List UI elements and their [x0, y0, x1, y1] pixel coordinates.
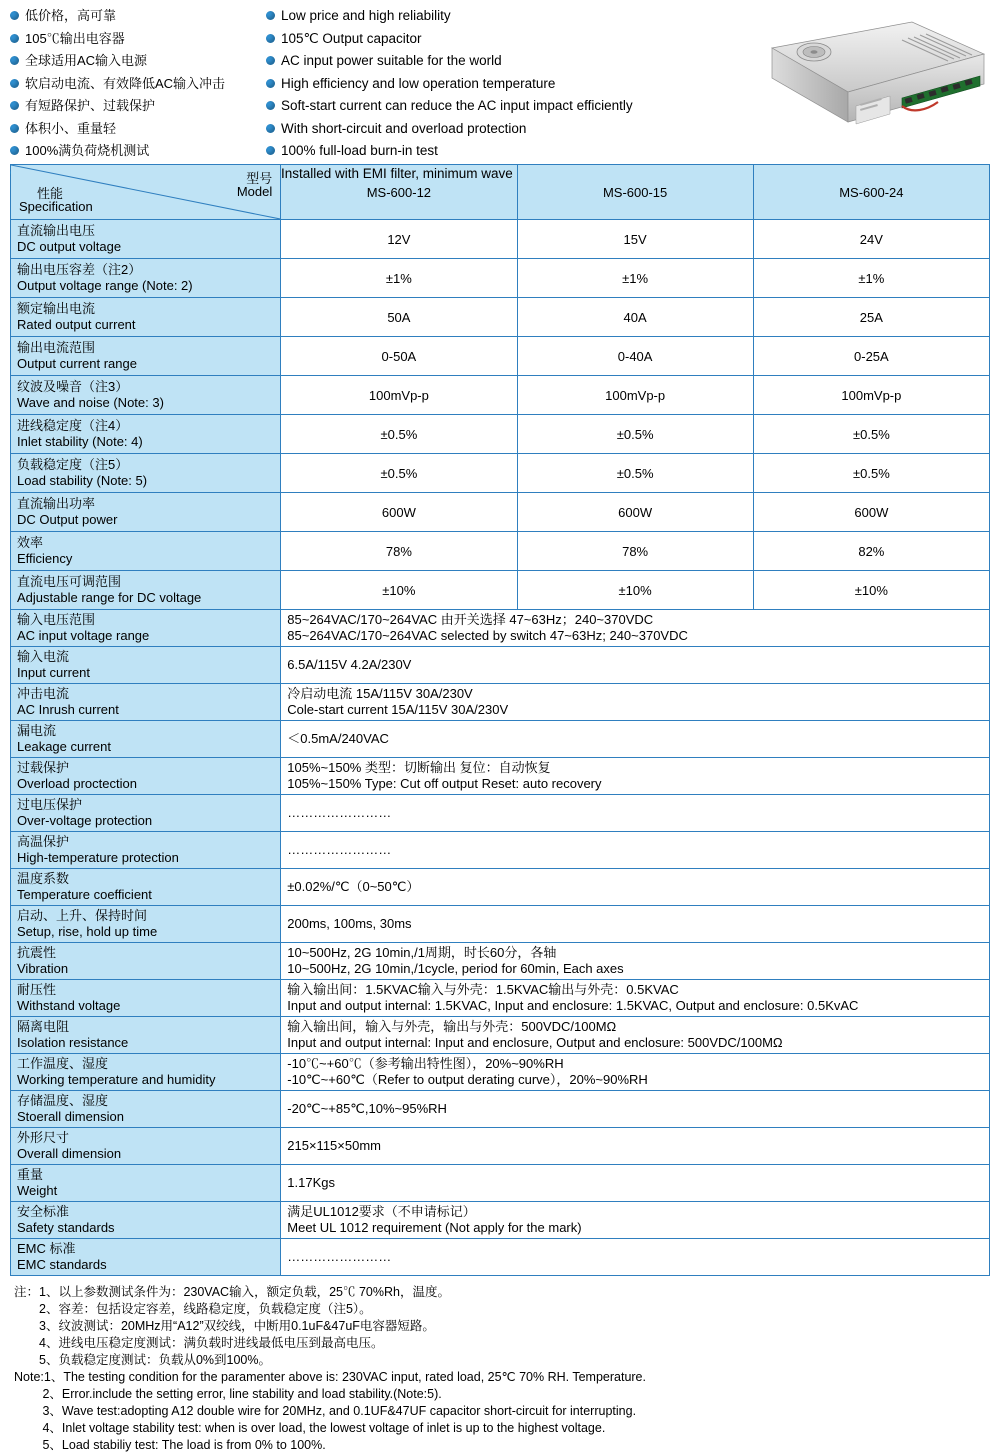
- row-value-line1: ……………………: [287, 805, 392, 820]
- row-label: [11, 571, 281, 610]
- row-label: [11, 337, 281, 376]
- row-value: 100mVp-p: [517, 376, 753, 415]
- row-label-cn: 进线稳定度（注4）: [17, 418, 129, 433]
- table-row: [11, 869, 990, 906]
- row-label: [11, 610, 281, 647]
- row-label-en: Input current: [17, 665, 90, 680]
- row-value: 600W: [517, 493, 753, 532]
- row-value: ±10%: [753, 571, 989, 610]
- row-value-line2: 10~500Hz, 2G 10min,/1cycle, period for 60min, Each axes: [287, 961, 624, 976]
- row-value: ±1%: [517, 259, 753, 298]
- row-label-cn: 温度系数: [17, 871, 70, 886]
- note-line: 5、Load stabiliy test: The load is from 0% to 100%.: [14, 1438, 326, 1452]
- row-label-en: Stoerall dimension: [17, 1109, 124, 1124]
- feature-text: High efficiency and low operation temperature: [281, 75, 556, 91]
- row-value-wide: [281, 758, 990, 795]
- feature-column-en: [266, 6, 706, 181]
- row-label-cn: 工作温度、湿度: [17, 1056, 109, 1071]
- corner-model-en: Model: [236, 184, 273, 199]
- row-label-en: Efficiency: [17, 551, 73, 566]
- row-label-en: Temperature coefficient: [17, 887, 152, 902]
- row-value-wide: [281, 1054, 990, 1091]
- feature-item: [10, 74, 266, 97]
- row-label: [11, 1054, 281, 1091]
- bullet-icon: [266, 146, 275, 155]
- row-value-line2: -10℃~+60℃（Refer to output derating curve），20%~90%RH: [287, 1072, 648, 1087]
- row-value: ±1%: [753, 259, 989, 298]
- row-value: 0-50A: [281, 337, 517, 376]
- row-label-en: Adjustable range for DC voltage: [17, 590, 202, 605]
- table-row: [11, 758, 990, 795]
- row-label-cn: 安全标准: [17, 1204, 70, 1219]
- row-value-line2: Input and output internal: Input and enclosure, Output and enclosure: 500VDC/100MΩ: [287, 1035, 783, 1050]
- row-label-cn: 冲击电流: [17, 686, 70, 701]
- row-value: 40A: [517, 298, 753, 337]
- feature-column-cn: [10, 6, 266, 156]
- feature-text: 105℃ Output capacitor: [281, 30, 422, 46]
- row-label: [11, 721, 281, 758]
- row-label-en: EMC standards: [17, 1257, 107, 1272]
- row-value: ±10%: [281, 571, 517, 610]
- bullet-icon: [266, 11, 275, 20]
- row-label-en: Isolation resistance: [17, 1035, 129, 1050]
- row-label-en: DC Output power: [17, 512, 118, 527]
- row-value-line1: 6.5A/115V 4.2A/230V: [287, 657, 412, 672]
- table-corner-cell: [11, 165, 281, 220]
- row-value-line1: 200ms, 100ms, 30ms: [287, 916, 412, 931]
- row-value: 600W: [753, 493, 989, 532]
- bullet-icon: [10, 124, 19, 133]
- row-label: [11, 493, 281, 532]
- row-value-wide: [281, 943, 990, 980]
- row-value-wide: [281, 1091, 990, 1128]
- feature-text: Low price and high reliability: [281, 8, 451, 23]
- bullet-icon: [266, 101, 275, 110]
- row-label-cn: 耐压性: [17, 982, 57, 997]
- row-label: [11, 1202, 281, 1239]
- row-value-wide: [281, 906, 990, 943]
- bullet-icon: [10, 101, 19, 110]
- note-line: 3、纹波测试：20MHz用“A12”双绞线，中断用0.1uF&47uF电容器短路。: [14, 1319, 435, 1333]
- row-label-cn: 直流电压可调范围: [17, 574, 122, 589]
- row-value: 12V: [281, 220, 517, 259]
- feature-item: [266, 74, 706, 97]
- corner-spec-cn: 性能: [37, 186, 64, 201]
- row-value: ±0.5%: [281, 454, 517, 493]
- table-row: [11, 1165, 990, 1202]
- row-value-line2: 85~264VAC/170~264VAC selected by switch 47~63Hz; 240~370VDC: [287, 628, 688, 643]
- feature-text: 低价格，高可靠: [25, 8, 117, 23]
- row-label-cn: 漏电流: [17, 723, 57, 738]
- row-value-line1: -10℃~+60℃（参考输出特性图），20%~90%RH: [287, 1056, 564, 1071]
- table-row: [11, 220, 990, 259]
- feature-item: [10, 29, 266, 52]
- feature-item: [266, 51, 706, 74]
- feature-text: Soft-start current can reduce the AC input impact efficiently: [281, 98, 633, 113]
- row-value-line1: 满足UL1012要求（不申请标记）: [287, 1204, 476, 1219]
- table-row: [11, 1017, 990, 1054]
- row-value: 600W: [281, 493, 517, 532]
- feature-item: [266, 6, 706, 29]
- row-label: [11, 869, 281, 906]
- notes-block: [14, 1284, 986, 1454]
- table-row: [11, 259, 990, 298]
- feature-text: Installed with EMI filter, minimum wave: [281, 165, 513, 181]
- bullet-icon: [10, 79, 19, 88]
- feature-text: 有短路保护、过载保护: [25, 98, 156, 113]
- row-label-en: Overload proctection: [17, 776, 137, 791]
- row-value-wide: [281, 1165, 990, 1202]
- row-value: ±0.5%: [281, 415, 517, 454]
- table-row: [11, 980, 990, 1017]
- row-label: [11, 758, 281, 795]
- row-label: [11, 220, 281, 259]
- row-value: ±0.5%: [753, 454, 989, 493]
- row-value: 100mVp-p: [281, 376, 517, 415]
- table-row: [11, 906, 990, 943]
- table-row: [11, 721, 990, 758]
- row-label-en: DC output voltage: [17, 239, 122, 254]
- note-line: 2、容差：包括设定容差，线路稳定度，负载稳定度（注5）。: [14, 1302, 372, 1316]
- table-row: [11, 943, 990, 980]
- row-value: 100mVp-p: [753, 376, 989, 415]
- row-label-en: High-temperature protection: [17, 850, 179, 865]
- feature-item: [266, 141, 706, 164]
- model-column-header: MS-600-15: [517, 165, 753, 220]
- row-label: [11, 832, 281, 869]
- table-row: [11, 571, 990, 610]
- feature-item: [10, 141, 266, 164]
- row-value-wide: [281, 795, 990, 832]
- note-line: 4、进线电压稳定度测试：满负载时进线最低电压到最高电压。: [14, 1336, 384, 1350]
- product-photo: [752, 14, 990, 140]
- row-value: ±10%: [517, 571, 753, 610]
- row-value-line2: Cole-start current 15A/115V 30A/230V: [287, 702, 509, 717]
- feature-text: With short-circuit and overload protection: [281, 120, 527, 136]
- table-row: [11, 1239, 990, 1276]
- row-label-cn: 直流输出功率: [17, 496, 96, 511]
- table-row: [11, 298, 990, 337]
- row-value-wide: [281, 869, 990, 906]
- row-value-line1: 10~500Hz, 2G 10min,/1周期，时长60分，各轴: [287, 945, 557, 960]
- table-row: [11, 647, 990, 684]
- row-label-en: Setup, rise, hold up time: [17, 924, 158, 939]
- row-value-wide: [281, 1128, 990, 1165]
- row-value-line2: 105%~150% Type: Cut off output Reset: auto recovery: [287, 776, 602, 791]
- row-label: [11, 906, 281, 943]
- row-value: 15V: [517, 220, 753, 259]
- row-label-cn: 额定输出电流: [17, 301, 96, 316]
- row-value-wide: [281, 832, 990, 869]
- feature-item: [10, 51, 266, 74]
- feature-item: [10, 6, 266, 29]
- row-label-cn: 过载保护: [17, 760, 70, 775]
- row-label-cn: 存储温度、湿度: [17, 1093, 109, 1108]
- row-label-en: Weight: [17, 1183, 58, 1198]
- row-label: [11, 1091, 281, 1128]
- bullet-icon: [10, 11, 19, 20]
- model-column-header: MS-600-12: [281, 165, 517, 220]
- note-line: 4、Inlet voltage stability test: when is over load, the lowest voltage of inlet is up to the highest voltage.: [14, 1421, 606, 1435]
- feature-text: AC input power suitable for the world: [281, 53, 502, 68]
- bullet-icon: [10, 146, 19, 155]
- row-label: [11, 415, 281, 454]
- table-row: [11, 454, 990, 493]
- row-value-wide: [281, 1017, 990, 1054]
- row-label-en: Overall dimension: [17, 1146, 122, 1161]
- bullet-icon: [10, 56, 19, 65]
- row-value-line1: 215×115×50mm: [287, 1138, 381, 1153]
- row-label-cn: 过电压保护: [17, 797, 83, 812]
- row-label-en: Wave and noise (Note: 3): [17, 395, 164, 410]
- row-value: ±1%: [281, 259, 517, 298]
- row-label: [11, 376, 281, 415]
- row-label: [11, 943, 281, 980]
- feature-text: 软启动电流、有效降低AC输入冲击: [25, 75, 226, 91]
- row-label-en: Safety standards: [17, 1220, 115, 1235]
- row-value-line1: 冷启动电流 15A/115V 30A/230V: [287, 686, 473, 701]
- row-value-line1: ……………………: [287, 842, 392, 857]
- row-label-en: AC input voltage range: [17, 628, 150, 643]
- bullet-icon: [266, 79, 275, 88]
- row-label-cn: 输入电流: [17, 649, 70, 664]
- feature-item: [266, 119, 706, 142]
- row-value: 78%: [281, 532, 517, 571]
- row-label-cn: 外形尺寸: [17, 1130, 70, 1145]
- row-label-en: Inlet stability (Note: 4): [17, 434, 143, 449]
- row-label-cn: 效率: [17, 535, 44, 550]
- table-row: [11, 532, 990, 571]
- row-value-line1: ＜0.5mA/240VAC: [287, 731, 389, 746]
- note-line: 5、负载稳定度测试：负载从0%到100%。: [14, 1353, 271, 1367]
- feature-item: [10, 119, 266, 142]
- table-row: [11, 1202, 990, 1239]
- note-line: Note:1、The testing condition for the paramenter above is: 230VAC input, rated load, 25℃ 70% RH. Temperature.: [14, 1370, 646, 1384]
- feature-text: 100%满负荷烧机测试: [25, 143, 150, 158]
- row-label: [11, 647, 281, 684]
- row-value-wide: [281, 980, 990, 1017]
- feature-item: [10, 96, 266, 119]
- row-value: 50A: [281, 298, 517, 337]
- row-value-line1: 输入输出间：1.5KVAC输入与外壳：1.5KVAC输出与外壳：0.5KVAC: [287, 982, 679, 997]
- row-label-en: Output current range: [17, 356, 137, 371]
- bullet-icon: [266, 34, 275, 43]
- bullet-icon: [266, 56, 275, 65]
- row-value: 24V: [753, 220, 989, 259]
- table-row: [11, 376, 990, 415]
- row-value-line2: Meet UL 1012 requirement (Not apply for the mark): [287, 1220, 582, 1235]
- row-value-wide: [281, 684, 990, 721]
- row-label: [11, 1165, 281, 1202]
- row-value: 82%: [753, 532, 989, 571]
- row-value-line1: ……………………: [287, 1249, 392, 1264]
- table-row: [11, 493, 990, 532]
- row-value: ±0.5%: [517, 454, 753, 493]
- row-label-en: Over-voltage protection: [17, 813, 153, 828]
- row-value-line2: Input and output internal: 1.5KVAC, Input and enclosure: 1.5KVAC, Output and enclosure: 0.5KvAC: [287, 998, 859, 1013]
- row-label-cn: 隔离电阻: [17, 1019, 70, 1034]
- row-label: [11, 684, 281, 721]
- row-label: [11, 1017, 281, 1054]
- feature-text: 全球适用AC输入电源: [25, 53, 148, 68]
- table-row: [11, 1128, 990, 1165]
- bullet-icon: [10, 34, 19, 43]
- row-label: [11, 980, 281, 1017]
- row-label-en: Vibration: [17, 961, 69, 976]
- corner-model-cn: 型号: [246, 171, 273, 186]
- row-label-cn: 直流输出电压: [17, 223, 96, 238]
- row-value-wide: [281, 1202, 990, 1239]
- row-label-cn: 输出电流范围: [17, 340, 96, 355]
- table-row: [11, 1091, 990, 1128]
- feature-text: 105℃输出电容器: [25, 30, 125, 46]
- row-label-cn: 高温保护: [17, 834, 70, 849]
- row-label-cn: 负载稳定度（注5）: [17, 457, 129, 472]
- row-value-line1: 输入输出间，输入与外壳，输出与外壳：500VDC/100MΩ: [287, 1019, 617, 1034]
- row-label-en: Load stability (Note: 5): [17, 473, 148, 488]
- row-label: [11, 298, 281, 337]
- corner-spec-en: Specification: [19, 199, 93, 214]
- row-value-wide: [281, 1239, 990, 1276]
- table-row: [11, 684, 990, 721]
- feature-item: [266, 164, 706, 187]
- bullet-icon: [266, 124, 275, 133]
- row-label: [11, 259, 281, 298]
- row-value: 0-25A: [753, 337, 989, 376]
- row-label-cn: 输出电压容差（注2）: [17, 262, 142, 277]
- table-row: [11, 795, 990, 832]
- row-value-line1: ±0.02%/℃（0~50℃）: [287, 879, 420, 894]
- row-value-line1: 105%~150% 类型：切断输出 复位：自动恢复: [287, 760, 551, 775]
- row-label-en: Rated output current: [17, 317, 136, 332]
- row-label: [11, 1239, 281, 1276]
- note-line: 3、Wave test:adopting A12 double wire for 20MHz, and 0.1UF&47UF capacitor short-circuit for interrupting.: [14, 1404, 637, 1418]
- table-row: [11, 415, 990, 454]
- row-label-cn: 启动、上升、保持时间: [17, 908, 148, 923]
- feature-item: [266, 29, 706, 52]
- row-label-en: Withstand voltage: [17, 998, 121, 1013]
- note-line: 2、Error.include the setting error, line stability and load stability.(Note:5).: [14, 1387, 442, 1401]
- specification-table: [10, 164, 990, 1276]
- row-label: [11, 1128, 281, 1165]
- row-value-wide: [281, 610, 990, 647]
- row-value-wide: [281, 721, 990, 758]
- table-row: [11, 1054, 990, 1091]
- row-label-cn: 重量: [17, 1167, 44, 1182]
- table-row: [11, 832, 990, 869]
- note-line: 注：1、以上参数测试条件为：230VAC输入，额定负载，25℃ 70%Rh，温度。: [14, 1285, 450, 1299]
- table-row: [11, 610, 990, 647]
- row-label: [11, 454, 281, 493]
- feature-text: 体积小、重量轻: [25, 120, 117, 136]
- row-value-line1: -20℃~+85℃,10%~95%RH: [287, 1101, 447, 1116]
- row-label-cn: 抗震性: [17, 945, 57, 960]
- row-label-en: AC Inrush current: [17, 702, 119, 717]
- row-value-line1: 85~264VAC/170~264VAC 由开关选择 47~63Hz；240~370VDC: [287, 612, 654, 627]
- feature-text: 100% full-load burn-in test: [281, 143, 438, 158]
- row-value-line1: 1.17Kgs: [287, 1175, 335, 1190]
- row-label-cn: EMC 标准: [17, 1241, 76, 1256]
- row-label: [11, 532, 281, 571]
- row-label-en: Output voltage range (Note: 2): [17, 278, 193, 293]
- row-value: 0-40A: [517, 337, 753, 376]
- row-value: ±0.5%: [517, 415, 753, 454]
- row-label: [11, 795, 281, 832]
- table-row: [11, 337, 990, 376]
- row-value-wide: [281, 647, 990, 684]
- row-value: ±0.5%: [753, 415, 989, 454]
- row-value: 25A: [753, 298, 989, 337]
- row-label-cn: 纹波及噪音（注3）: [17, 379, 129, 394]
- row-label-en: Working temperature and humidity: [17, 1072, 216, 1087]
- row-value: 78%: [517, 532, 753, 571]
- feature-item: [266, 96, 706, 119]
- row-label-en: Leakage current: [17, 739, 111, 754]
- row-label-cn: 输入电压范围: [17, 612, 96, 627]
- model-column-header: MS-600-24: [753, 165, 989, 220]
